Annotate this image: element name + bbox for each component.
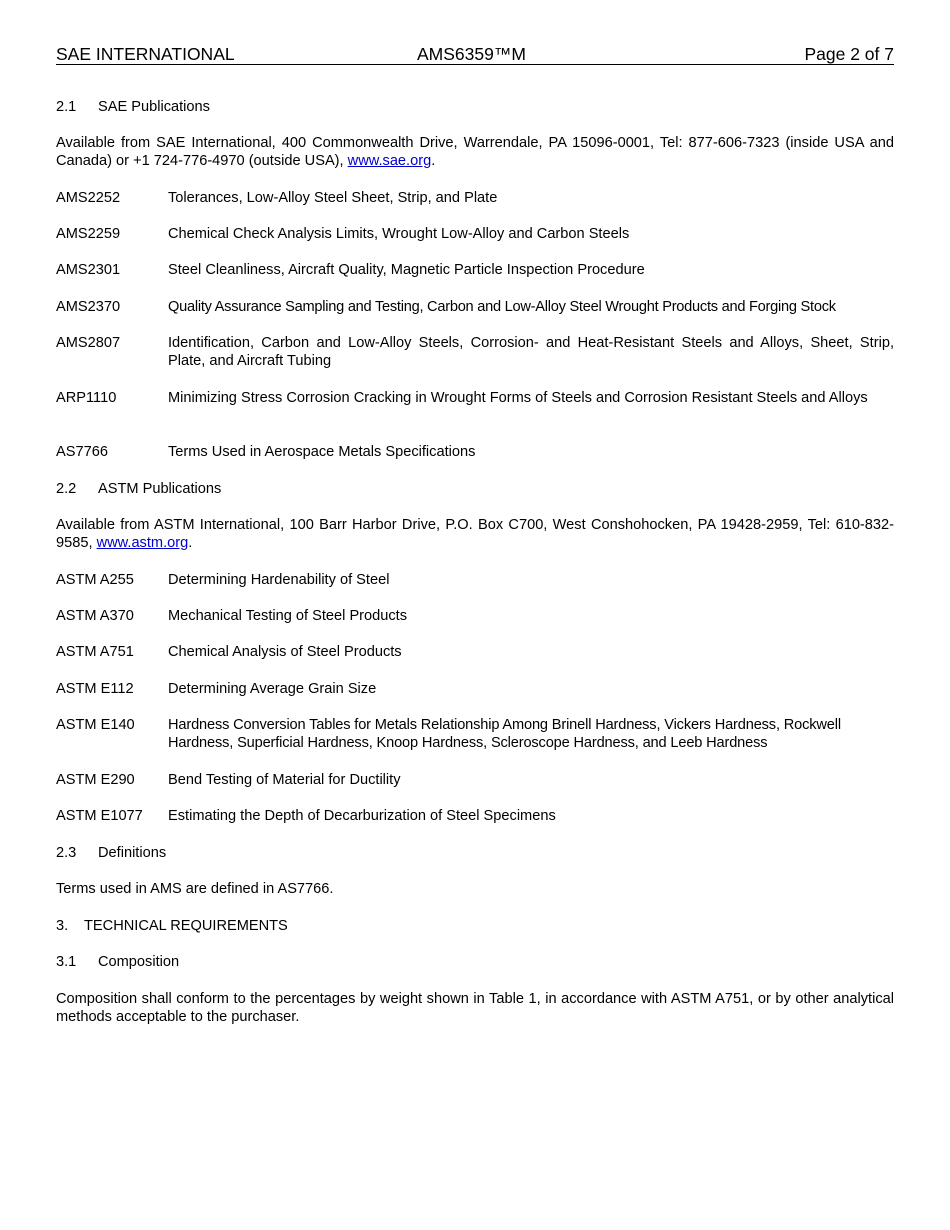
sae-availability-text: Available from SAE International, 400 Commonwealth Drive, Warrendale, PA 15096-0001, Tel: 877-606-7323 (inside USA and Canada) or +1 724-776-4970 (outside USA), bbox=[56, 135, 894, 169]
sentence-end: . bbox=[188, 535, 193, 551]
reference-code: AS7766 bbox=[56, 444, 108, 460]
reference-code: ASTM E140 bbox=[56, 717, 135, 733]
reference-code: ASTM A370 bbox=[56, 608, 134, 624]
reference-title: Terms Used in Aerospace Metals Specifications bbox=[168, 444, 476, 460]
reference-code: AMS2807 bbox=[56, 335, 121, 351]
reference-code: ASTM E1077 bbox=[56, 808, 143, 824]
section-title: Composition bbox=[98, 954, 180, 970]
section-title: ASTM Publications bbox=[98, 481, 222, 497]
reference-title: Chemical Analysis of Steel Products bbox=[168, 644, 402, 660]
reference-code: ASTM A751 bbox=[56, 644, 134, 660]
sae-website-link[interactable]: www.sae.org bbox=[347, 153, 432, 169]
header-page-number: Page 2 of 7 bbox=[804, 44, 894, 64]
sentence-end: . bbox=[431, 153, 436, 169]
section-title: SAE Publications bbox=[98, 99, 210, 115]
section-number: 3. bbox=[56, 918, 69, 934]
section-heading-2-1 bbox=[56, 98, 894, 116]
reference-code: ARP1110 bbox=[56, 390, 117, 406]
section-title: Definitions bbox=[98, 845, 167, 861]
header-org: SAE INTERNATIONAL bbox=[56, 44, 235, 64]
reference-title: Hardness Conversion Tables for Metals Relationship Among Brinell Hardness, Vickers Hardness, Rockwell Hardness, Superficial Hardness, Knoop Hardness, Scleroscope Hardness, and Leeb Hardness bbox=[168, 717, 841, 751]
reference-title: Bend Testing of Material for Ductility bbox=[168, 772, 401, 788]
reference-code: AMS2301 bbox=[56, 262, 121, 278]
sae-availability-paragraph bbox=[56, 134, 894, 170]
section-number: 2.3 bbox=[56, 845, 77, 861]
section-heading-2-2 bbox=[56, 480, 894, 498]
composition-paragraph: Composition shall conform to the percentages by weight shown in Table 1, in accordance with ASTM A751, or by other analytical methods acceptable to the purchaser. bbox=[56, 991, 894, 1025]
astm-availability-text: Available from ASTM International, 100 Barr Harbor Drive, P.O. Box C700, West Conshohocken, PA 19428-2959, Tel: 610-832-9585, bbox=[56, 517, 894, 551]
astm-website-link[interactable]: www.astm.org bbox=[96, 535, 189, 551]
reference-title: Quality Assurance Sampling and Testing, Carbon and Low-Alloy Steel Wrought Products and Forging Stock bbox=[168, 299, 836, 315]
astm-availability-paragraph bbox=[56, 516, 894, 552]
section-heading-3 bbox=[56, 917, 894, 935]
page-header bbox=[56, 44, 894, 65]
section-number: 3.1 bbox=[56, 954, 77, 970]
section-title: TECHNICAL REQUIREMENTS bbox=[84, 918, 288, 934]
header-doc-id: AMS6359™M bbox=[417, 44, 526, 64]
reference-code: AMS2252 bbox=[56, 190, 121, 206]
reference-code: ASTM E290 bbox=[56, 772, 135, 788]
reference-title: Mechanical Testing of Steel Products bbox=[168, 608, 408, 624]
definitions-paragraph: Terms used in AMS are defined in AS7766. bbox=[56, 881, 334, 897]
section-heading-2-3 bbox=[56, 844, 894, 862]
reference-code: AMS2259 bbox=[56, 226, 121, 242]
reference-title: Minimizing Stress Corrosion Cracking in Wrought Forms of Steels and Corrosion Resistant Steels and Alloys bbox=[168, 390, 868, 406]
reference-title: Estimating the Depth of Decarburization of Steel Specimens bbox=[168, 808, 556, 824]
section-number: 2.2 bbox=[56, 481, 77, 497]
reference-code: AMS2370 bbox=[56, 299, 121, 315]
reference-title: Determining Average Grain Size bbox=[168, 681, 377, 697]
section-number: 2.1 bbox=[56, 99, 77, 115]
reference-code: ASTM E112 bbox=[56, 681, 134, 697]
reference-title: Identification, Carbon and Low-Alloy Steels, Corrosion- and Heat-Resistant Steels and Alloys, Sheet, Strip, Plate, and Aircraft Tubing bbox=[168, 335, 894, 369]
section-heading-3-1 bbox=[56, 953, 894, 971]
reference-title: Determining Hardenability of Steel bbox=[168, 572, 390, 588]
reference-code: ASTM A255 bbox=[56, 572, 134, 588]
reference-title: Tolerances, Low-Alloy Steel Sheet, Strip, and Plate bbox=[168, 190, 498, 206]
reference-title: Chemical Check Analysis Limits, Wrought Low-Alloy and Carbon Steels bbox=[168, 226, 630, 242]
reference-title: Steel Cleanliness, Aircraft Quality, Magnetic Particle Inspection Procedure bbox=[168, 262, 645, 278]
